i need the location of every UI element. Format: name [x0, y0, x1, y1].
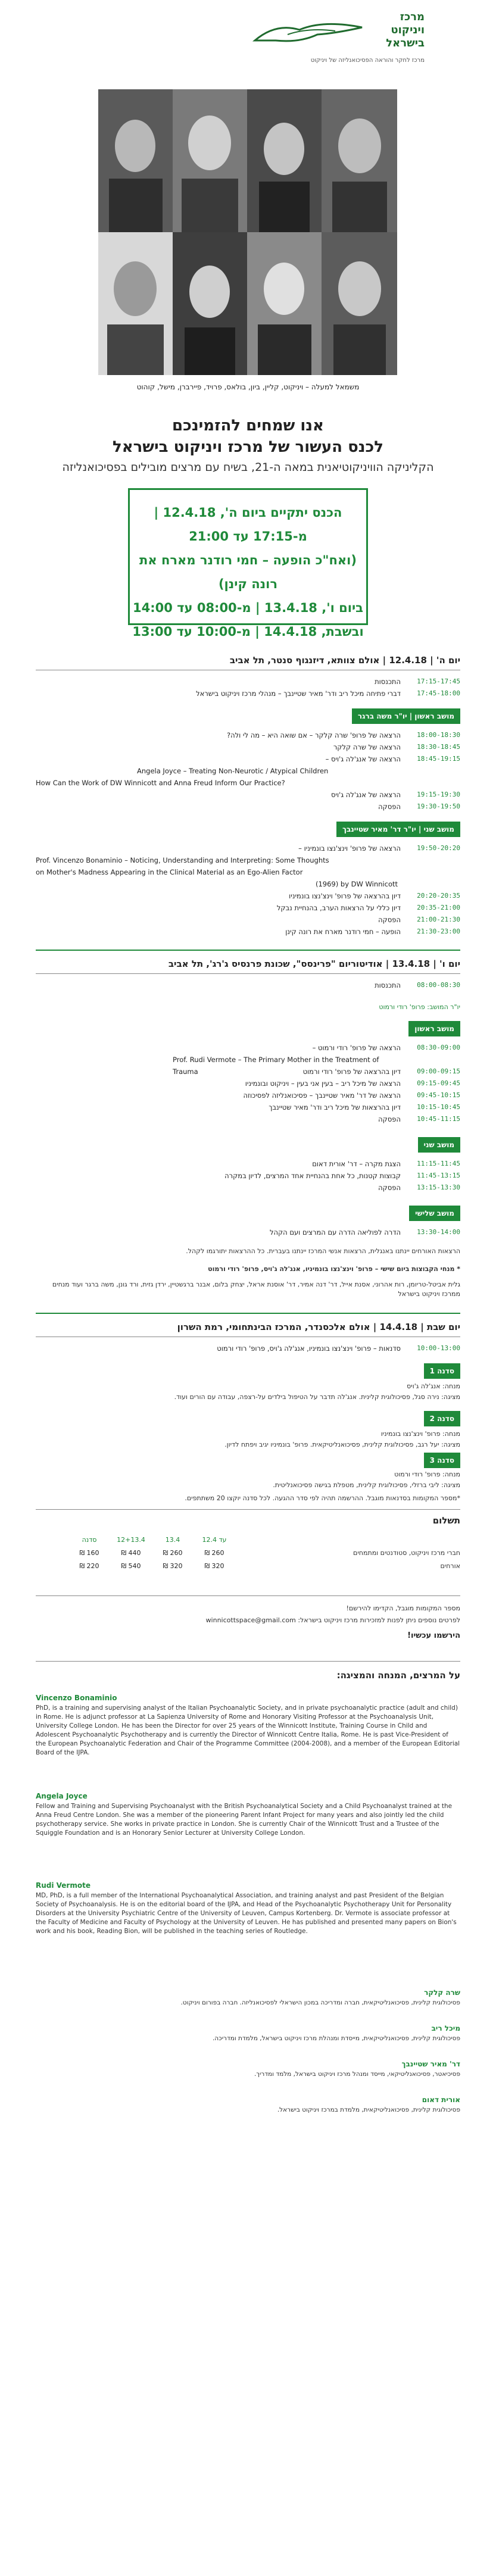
bio-entry [36, 2024, 460, 2043]
price-head: סדנה [82, 1536, 97, 1544]
schedule-row [36, 1182, 460, 1194]
row-desc: קבוצות קטנות, כל אחת בהנחיית אחד המרצים, לדיון במקרה [224, 1172, 401, 1180]
bio-entry [36, 2060, 460, 2079]
workshop-lead: מנחה: פרופ' רודי ורמוט [394, 1470, 460, 1478]
row-desc: on Mother's Madness Appearing in the Clinical Material as an Ego-Alien Factor [36, 868, 303, 876]
row-desc: הפסקה [378, 803, 401, 811]
row-desc: הרצאה של מיכל ריב – בעין אני בעין – ויניקוט ובונמיניו [245, 1079, 401, 1088]
chair-label: יו"ר המושב: פרופ' רודי ורמוט [379, 1003, 460, 1011]
session-badge: מושב ראשון [408, 1021, 460, 1036]
row-time: 18:30-18:45 [417, 743, 460, 751]
row-time: 09:00-09:15 [417, 1067, 460, 1075]
header [0, 0, 496, 71]
schedule-row [36, 729, 460, 741]
schedule-row [36, 914, 460, 926]
schedule-row [36, 842, 460, 854]
bio-entry [36, 1792, 460, 1838]
bio-name: Angela Joyce [36, 1792, 88, 1800]
schedule-row [36, 777, 460, 789]
workshop-badge: סדנה 1 [424, 1363, 460, 1379]
row-time: 19:30-19:50 [417, 803, 460, 810]
logo-tagline: מרכז לחקר והוראה הפסיכואנליזה של ויניקוט [310, 57, 425, 64]
row-desc: התכנסות [375, 981, 401, 989]
workshop-lead: מנחה: פרופ' וינצ'נצו בונמיניו [380, 1430, 460, 1438]
schedule-row [36, 854, 460, 866]
price-row-label: חברי מרכז ויניקוט, סטודנטים ומתמחים [353, 1549, 460, 1557]
schedule-row [36, 979, 460, 991]
portrait-grid [98, 89, 397, 375]
row-time: 20:20-20:35 [417, 892, 460, 900]
price-cell: ₪ 220 [79, 1562, 99, 1570]
row-desc: דיון בהרצאות של מיכל ריב ודר' מאיר שטיינבך [269, 1103, 401, 1111]
workshop-desc: מציגה: נירה סגל, פסיכולוגית קלינית. אנג'לה תדבר על הטיפול בילדים על-רצפה, עבודה עם הורים ועוד. [174, 1393, 460, 1401]
row-time: 19:50-20:20 [417, 844, 460, 852]
row-desc: התכנסות [375, 677, 401, 686]
row-desc: הרצאה של פרופ' רודי ורמוט – [312, 1044, 401, 1052]
row-desc: הצגת מקרה – דר' אורית דאום [312, 1160, 401, 1168]
row-desc: דיון כללי על הרצאות הערב, בהנחיית נבקל [276, 904, 401, 912]
row-time: 13:30-14:00 [417, 1228, 460, 1236]
schedule-row [36, 1170, 460, 1182]
portrait-photo [173, 89, 247, 232]
portrait-photo [98, 232, 173, 375]
divider [36, 1313, 460, 1314]
bio-name: אורית דאום [422, 2096, 460, 2104]
schedule-row [36, 676, 460, 688]
logo-line-1: מרכז [400, 11, 425, 23]
session-badge: מושב שני | יו"ר דר' מאיר שטיינבך [336, 822, 460, 837]
portrait-caption: משמאל למעלה – ויניקוט, קליין, ביון, בולאס, פרויד, פיירברן, מישל, קוהוט [136, 383, 360, 391]
schedule-row [36, 753, 460, 765]
contact-line[interactable]: לפרטים נוספים ניתן לפנות למזכירות מרכז ויניקוט בישראל: winnicottspace@gmail.com [205, 1616, 460, 1624]
invite-line-1: אנו שמחים להזמינכם [172, 417, 324, 435]
row-desc: הרצאה של אנג'לה ג'ויס – [325, 755, 401, 763]
divider [36, 1661, 460, 1662]
portrait-photo [98, 89, 173, 232]
logo-text [371, 11, 425, 50]
schedule-row [36, 890, 460, 902]
portrait-photo [173, 232, 247, 375]
price-cell: ₪ 160 [79, 1549, 99, 1557]
schedule-row [36, 1078, 460, 1089]
row-time: 10:45-11:15 [417, 1115, 460, 1123]
row-time: 20:35-21:00 [417, 904, 460, 911]
bio-text: פסיכולוגית קלינית, פסיכואנליטיקאית, מייסדת ומנהלת מרכז ויניקוט בישראל, מלמדת ומדריכה. [212, 2035, 460, 2042]
bio-name: שרה קלקר [424, 1988, 460, 1997]
row-time: 09:45-10:15 [417, 1091, 460, 1099]
workshop-badge: סדנה 2 [424, 1411, 460, 1426]
date-line-3: ביום ו', 13.4.18 | מ-08:00 עד 14:00 [133, 601, 363, 615]
row-time: 17:15-17:45 [417, 677, 460, 685]
divider [36, 950, 460, 951]
portrait-photo [322, 232, 397, 375]
row-time: 11:45-13:15 [417, 1172, 460, 1179]
row-time: 10:15-10:45 [417, 1103, 460, 1111]
price-cell: ₪ 320 [163, 1562, 183, 1570]
row-desc: דיון בהרצאה של פרופ' רודי ורמוט [302, 1067, 401, 1076]
invitation [36, 417, 460, 474]
bio-name: דר' מאיר שטיינבך [401, 2060, 460, 2068]
bird-logo-icon [252, 17, 365, 46]
workshop-desc: מציגה: יעל רגב, פסיכולוגית קלינית, פסיכואנליטיקאית. פרופ' בונמיניו יגיב ויפתח לדיון. [224, 1441, 460, 1448]
row-desc: Prof. Vincenzo Bonaminio – Noticing, Understanding and Interpreting: Some Thoughts [36, 856, 329, 864]
row-desc: הדרה לפוליאה הדרה עם המרצים ועם הקהל [269, 1228, 401, 1237]
bio-entry [36, 2096, 460, 2115]
row-time: 21:30-23:00 [417, 928, 460, 935]
row-time: 13:15-13:30 [417, 1184, 460, 1191]
day-3-title: יום שבת | 14.4.18 | אולם אלכסנדר, המרכז הבינתחומי, רמת השרון [177, 1322, 460, 1332]
bio-text: פסיכולוגית קלינית, פסיכואנליטיקאית, מלמדת במרכז ויניקוט בישראל. [277, 2106, 460, 2113]
row-time: 21:00-21:30 [417, 916, 460, 923]
bio-text: MD, PhD, is a full member of the International Psychoanalytical Association, and training analyst and past President of the Belgian Society of Psychoanalysis. He is on the editorial board of the IJPA, and Head of the Psychoanalytic Psychotherapy Unit for Personality Disorders at the University Psychiatric Centre of the University of Leuven, Campus Kortenberg. Dr. Vermote is associate professor at the Faculty of Medicine and Faculty of Psychology at the University of Leuven. He has published and presented many papers on Bion's work and his book, Reading Bion, will be published in the teaching series of Routledge. [36, 1892, 457, 1935]
schedule-row [36, 688, 460, 700]
registration-note: מספר המקומות מוגבל, הקדימו להירשם! [346, 1604, 460, 1612]
row-time: 08:30-09:00 [417, 1044, 460, 1051]
bio-entry [36, 1881, 460, 1936]
row-desc: How Can the Work of DW Winnicott and Anna Freud Inform Our Practice? [36, 779, 285, 787]
prices-title: תשלום [432, 1515, 460, 1526]
schedule-row [36, 789, 460, 801]
row-time: 18:00-18:30 [417, 731, 460, 739]
row-time: 17:45-18:00 [417, 689, 460, 697]
bio-entry [36, 1988, 460, 2007]
logo-line-2: ויניקוט [391, 24, 425, 36]
bio-text: פסיכיאטר, פסיכואנליטיקאי, מייסד ומנהל מרכז ויניקוט בישראל, מלמד ומדריך. [254, 2071, 460, 2078]
register-now-link[interactable]: הירשמו עכשיו! [407, 1631, 460, 1640]
row-time: 10:00-13:00 [417, 1344, 460, 1352]
workshop-note: *מספר המקומות בסדנאות מוגבל. ההרשמה תהיה לפי סדר ההגעה. לכל סדנה יוקצו 20 משתתפים. [185, 1494, 460, 1502]
date-line-2: (ואח"כ הופעה – חמי רודנר מארח את רונה קינן) [139, 553, 357, 591]
row-desc: הפסקה [378, 1115, 401, 1123]
row-time: 18:45-19:15 [417, 755, 460, 763]
day-2-title: יום ו' | 13.4.18 | אודיטוריום "פרינסס", שכונת פרנסיס ג'רג', תל אביב [168, 958, 460, 969]
schedule-row [36, 1042, 460, 1054]
bio-name: Rudi Vermote [36, 1881, 91, 1890]
schedule-row [36, 1226, 460, 1238]
schedule-row [36, 1158, 460, 1170]
bio-text: PhD, is a training and supervising analyst of the Italian Psychoanalytic Society, and in private psychoanalytic practice (adult and child) in Rome. He is adjunct professor at La Sapienza University of Rome and Honorary Visiting Professor at the Psychoanalysis Unit, University College London. He has been the Director for over 25 years of the Winnicott Institute, Training Course in Child and Adolescent Psychoanalytic Psychotherapy and is currently the Director of Winnicott Centre Italia, Rome. He is past Vice-President of the European Psychoanalytic Federation and Chair of the Programme Committee (2004-2008), and a member of the European Editorial Board of the IJPA. [36, 1704, 460, 1756]
day-1-title: יום ה' | 12.4.18 | אולם צוותא, דיזנגוף סנטר, תל אביב [229, 655, 460, 666]
bio-name: Vincenzo Bonaminio [36, 1694, 117, 1702]
schedule-row [36, 765, 460, 777]
row-desc: הרצאה של שרה קלקר [333, 743, 401, 751]
row-time: 11:15-11:45 [417, 1160, 460, 1167]
schedule-row [36, 1066, 460, 1078]
date-line-1: הכנס יתקיים ביום ה', 12.4.18 | מ-17:15 עד 21:00 [154, 505, 342, 544]
schedule-row [36, 902, 460, 914]
schedule-row [36, 1101, 460, 1113]
workshop-badge: סדנה 3 [424, 1453, 460, 1468]
price-row-label: אורחים [440, 1562, 460, 1570]
bio-entry [36, 1694, 460, 1757]
row-desc: הרצאה של דר' מאיר שטיינבך – פסיכואנליזה לפסיכוזה [243, 1091, 401, 1100]
price-head: עד 12.4 [202, 1536, 227, 1544]
price-cell: ₪ 440 [121, 1549, 141, 1557]
price-cell: ₪ 540 [121, 1562, 141, 1570]
price-table [71, 1536, 310, 1584]
schedule-row [36, 801, 460, 813]
bio-text: פסיכולוגית קלינית, פסיכואנליטיקאית, חברה ומדריכה במכון הישראלי לפסיכואנליזה. חברה בפורום ויניקוט. [180, 1999, 460, 2006]
row-desc: דיון בהרצאה של פרופ' וינצ'נצו בונמיניו [289, 892, 401, 900]
price-cell: ₪ 260 [204, 1549, 224, 1557]
logo-line-3: בישראל [386, 37, 425, 49]
groups-title: * מנחי הקבוצות ביום שישי – פרופ' וינצ'נצו בונמיניו, אנג'לה ג'ויס, פרופ' רודי ורמוט [208, 1265, 460, 1273]
invite-line-3: הקליניקה הוויניקוטיאנית במאה ה-21, בשיח עם מרצים מובילים בפסיכואנליזה [62, 461, 434, 474]
row-desc: הפסקה [378, 916, 401, 924]
price-cell: ₪ 260 [163, 1549, 183, 1557]
schedule-row [36, 1113, 460, 1125]
schedule-row [36, 1089, 460, 1101]
schedule-row [36, 878, 460, 890]
session-badge: מושב שלישי [409, 1206, 460, 1221]
bios-heading: על המרצים, המנחה והמציגה: [336, 1670, 460, 1681]
schedule-row [36, 1342, 460, 1354]
row-desc: הרצאה של פרופ' שרה קלקר – אם שואה היא – מה לי ולה? [226, 731, 401, 739]
groups-names: גלית אביטל-טריומן, רות אהרוני, אסנת אייל, דר' דנה אמיר, דר' אוסנת אראל, יצחק בלום, אבנר ברגשטיין, ירדן גזית, ורד גונן, משה ברגר ועוד מנחים ממרכז ויניקוט בישראל [52, 1281, 460, 1298]
portrait-photo [322, 89, 397, 232]
session-badge: מושב ראשון | יו"ר משה ברגר [352, 708, 460, 724]
portrait-photo [247, 232, 322, 375]
price-cell: ₪ 320 [204, 1562, 224, 1570]
workshop-lead: מנחה: אנג'לה ג'ויס [407, 1382, 460, 1390]
row-desc: סדנאות – פרופ' וינצ'נצו בונמיניו, אנג'לה ג'ויס, פרופ' רודי ורמוט [217, 1344, 401, 1353]
date-line-4: ובשבת, 14.4.18 | מ-10:00 עד 13:00 [132, 625, 364, 639]
divider [36, 1509, 460, 1510]
schedule-row [36, 741, 460, 753]
row-desc: הרצאה של אנג'לה ג'ויס [331, 791, 401, 799]
row-desc: הרצאה של פרופ' וינצ'נצו בונמיניו – [298, 844, 401, 853]
row-desc: דברי פתיחה מיכל ריב ודר' מאיר שטיינבך – מנהלי מרכז ויניקוט בישראל [196, 689, 401, 698]
schedule-row [36, 926, 460, 938]
portrait-photo [247, 89, 322, 232]
session-badge: מושב שני [418, 1137, 460, 1153]
divider [36, 1595, 460, 1596]
dates-box [128, 488, 368, 639]
row-time: 09:15-09:45 [417, 1079, 460, 1087]
divider [36, 973, 460, 974]
price-head: 12+13.4 [117, 1536, 145, 1544]
row-desc: (1969) by DW Winnicott [316, 880, 398, 888]
schedule-row [36, 866, 460, 878]
row-time: 19:15-19:30 [417, 791, 460, 798]
workshop-desc: מציגה: ליבי ברזלי, פסיכולוגית קלינית, מטפלת בגישה פסיכואנליטית. [273, 1481, 460, 1489]
row-desc: Angela Joyce – Treating Non-Neurotic / Atypical Children [137, 767, 329, 775]
row-time: 08:00-08:30 [417, 981, 460, 989]
bio-name: מיכל ריב [431, 2024, 460, 2032]
price-head: 13.4 [165, 1536, 180, 1544]
row-desc: הופעה – חמי רודנר מארח את רונה קינן [285, 928, 401, 936]
row-desc: Prof. Rudi Vermote – The Primary Mother in the Treatment of Trauma [173, 1056, 379, 1076]
invite-line-2: לכנס העשור של מרכז ויניקוט בישראל [113, 438, 383, 456]
row-desc: הפסקה [378, 1184, 401, 1192]
language-note: הרצאות האורחים יינתנו באנגלית, הרצאות אנשי המרכז יינתנו בעברית. כל ההרצאות יתורגמו לקהל. [186, 1247, 460, 1255]
logo [169, 11, 425, 64]
bio-text: Fellow and Training and Supervising Psychoanalyst with the British Psychoanalytical Society and a Child Psychoanalyst trained at the Anna Freud Centre London. She was a member of the pioneering Parent Infant Project for many years and also jointly led the child psychotherapy service. She works in private practice in London. She is currently Chair of the Winnicott Trust and a Trustee of the Squiggle Foundation and is an Honorary Senior Lecturer at University College London. [36, 1803, 453, 1837]
